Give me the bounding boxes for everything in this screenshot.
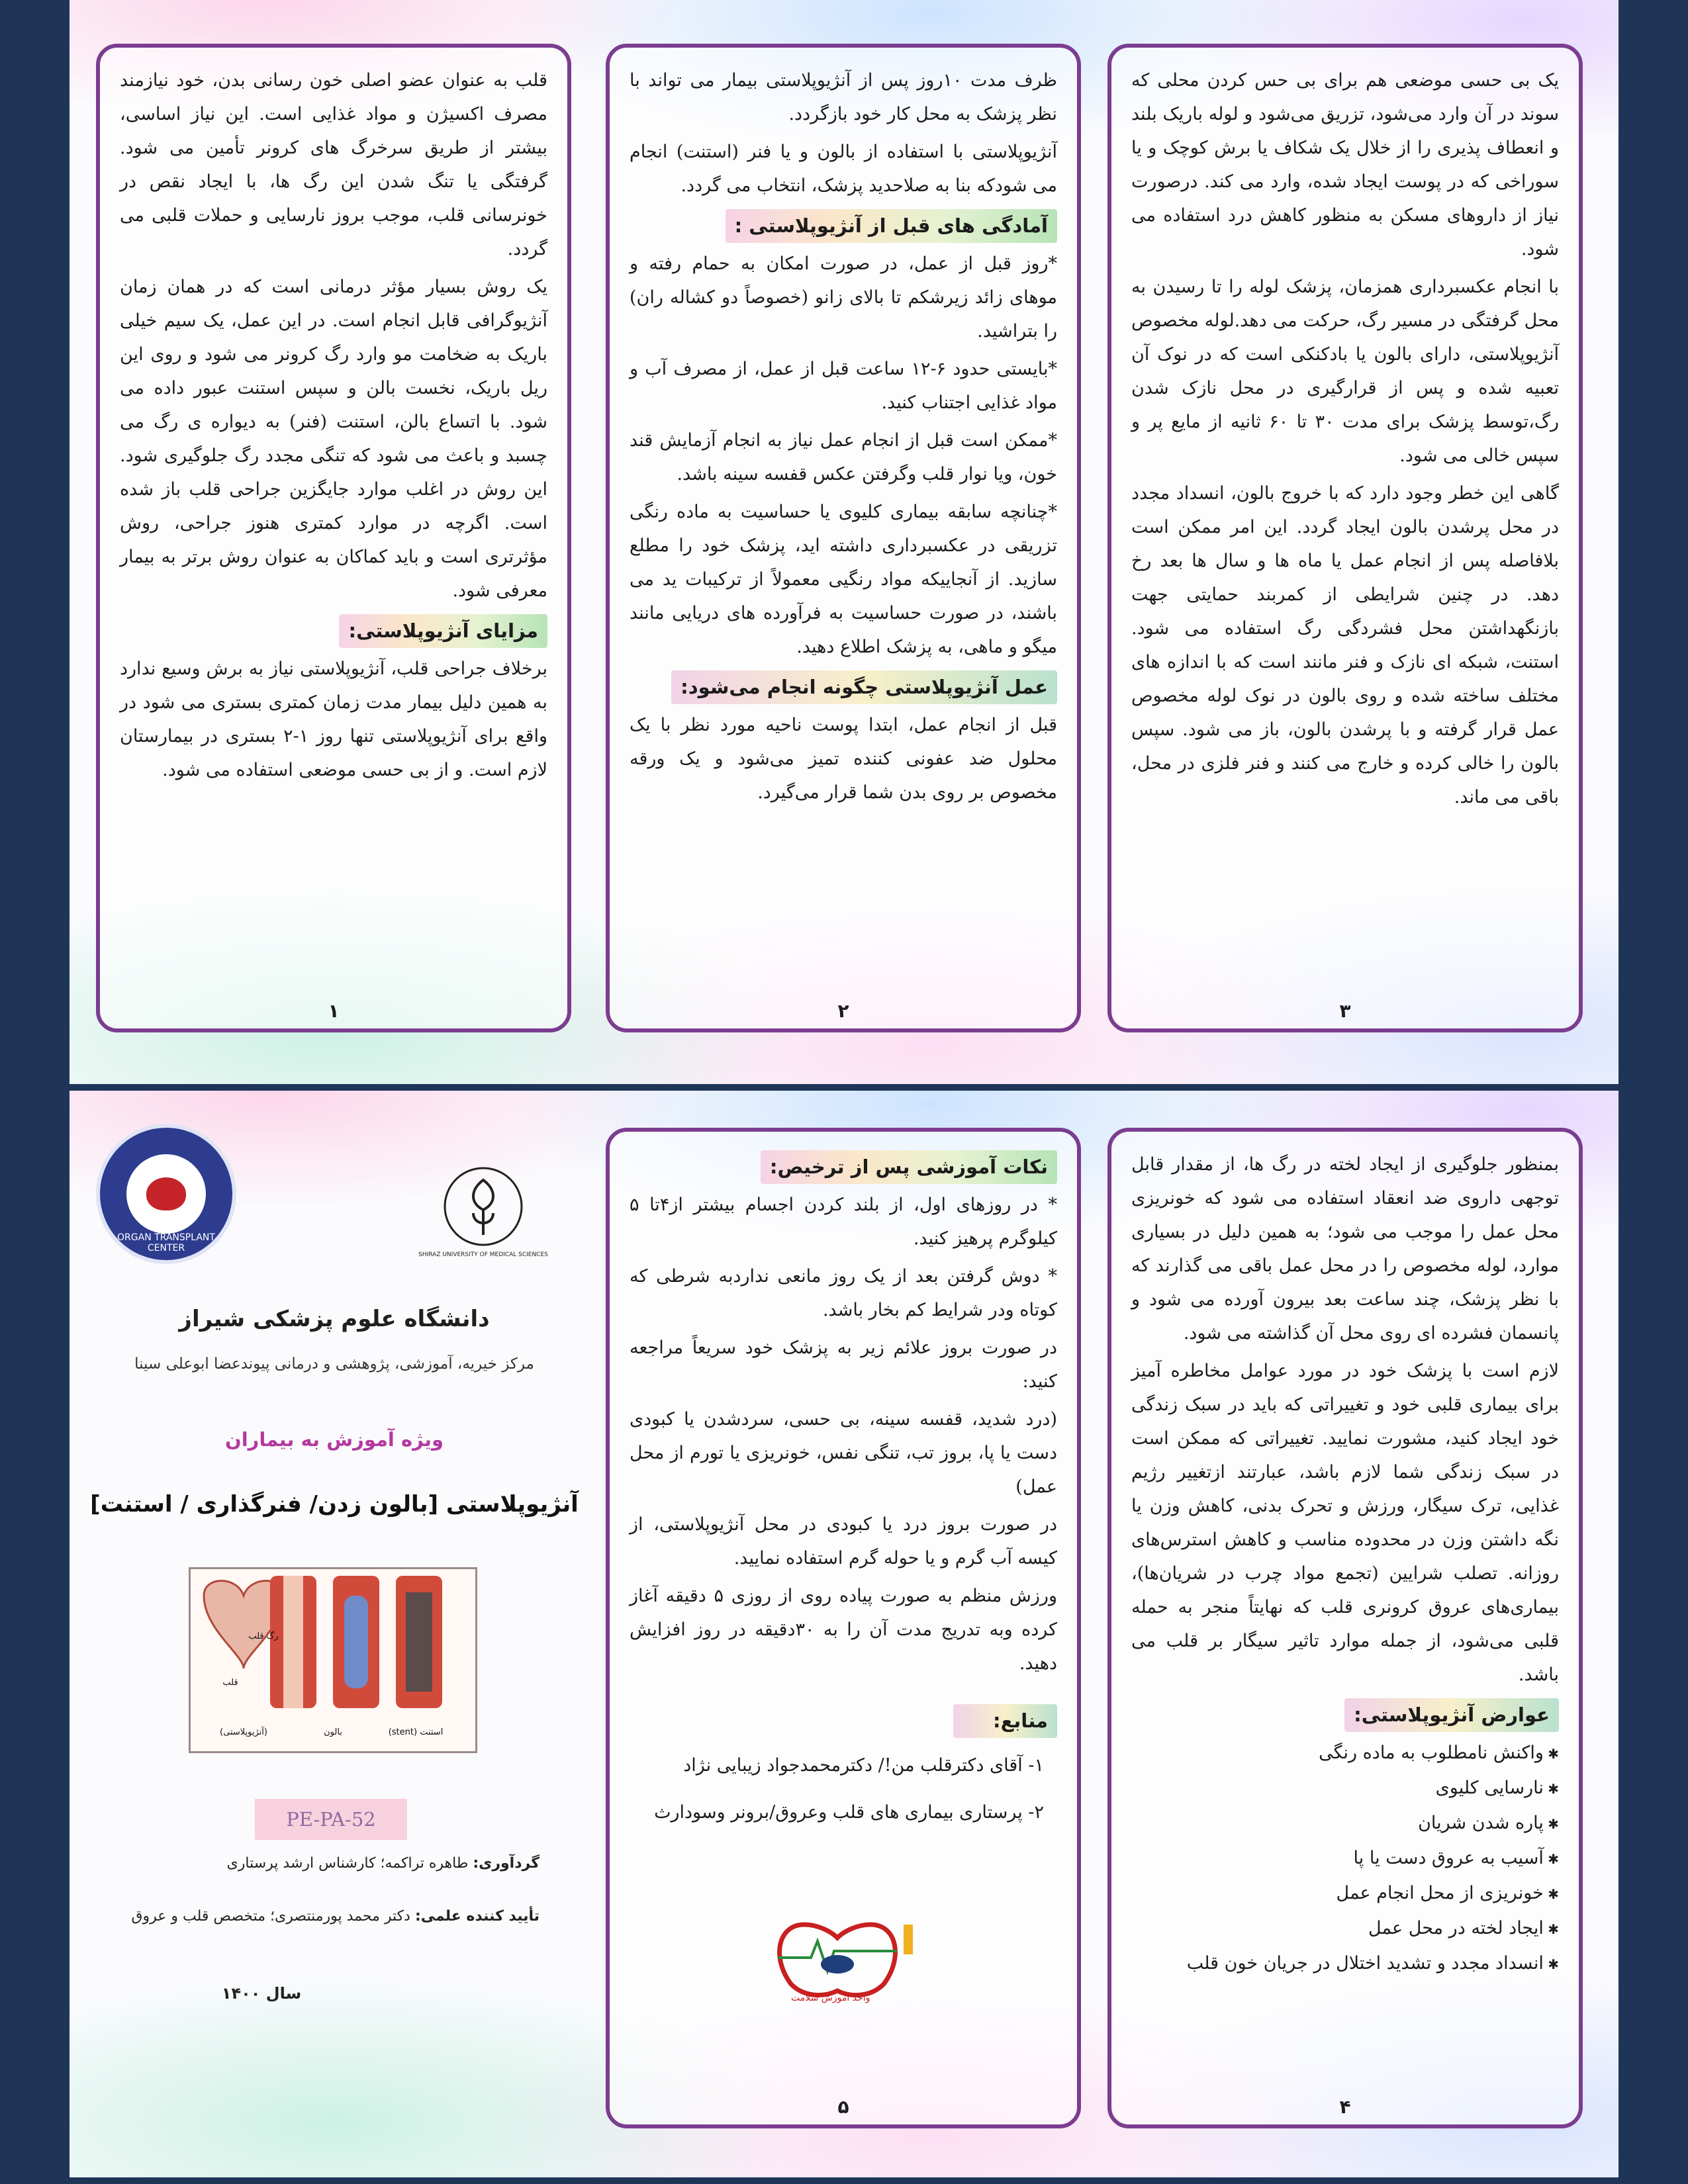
complications-heading: عوارض آنژیوپلاستی:	[1344, 1698, 1559, 1732]
compiler-name: طاهره تراکمه؛ کارشناس ارشد پرستاری	[226, 1855, 469, 1872]
advantages-heading: مزایای آنژیوپلاستی:	[339, 614, 547, 648]
university-logo-caption: SHIRAZ UNIVERSITY OF MEDICAL SCIENCES	[418, 1251, 548, 1258]
panel-1-paragraph-2: یک روش بسیار مؤثر درمانی است که در همان زمان آنژیوگرافی قابل انجام است. در این عمل، یک سیم خیلی باریک به ضخامت مو وارد رگ کرونر می شود و روی این ریل باریک، نخست بالن و سپس استنت عبور داده می شود. با اتساع بالن، استنت (فنر) به دیواره ی رگ می چسبد و باعث می شود که تنگی مجدد رگ جلوگیری شود. این روش در اغلب موارد جایگزین جراحی قلب باز شده است. اگرچه در موارد کمتری هنوز جراحی، روش مؤثرتری است و باید کماکان به عنوان روش برتر به بیمار معرفی شود.	[120, 277, 547, 601]
advantages-text: برخلاف جراحی قلب، آنژیوپلاستی نیاز به برش وسیع ندارد به همین دلیل بیمار مدت زمان کمتری بستری می شود در واقع برای آنژیوپلاستی تنها روز ۱-۲ بستری در بیمارستان لازم است. و از بی حسی موضعی استفاده می شود.	[120, 659, 547, 780]
panel-3	[1107, 44, 1583, 1032]
label-balloon: بالون	[324, 1727, 342, 1737]
discharge-item-2: * دوش گرفتن بعد از یک روز مانعی نداردبه شرطی که کوتاه ودر شرایط کم بخار باشد.	[630, 1266, 1057, 1320]
panel-2	[606, 44, 1081, 1032]
brochure-topic: آنژیوپلاستی [بالون زدن/ فنرگذاری / استنت]	[90, 1491, 579, 1518]
brochure-inside-sheet	[70, 0, 1618, 1084]
publication-year: سال ۱۴۰۰	[221, 1984, 302, 2003]
university-title: دانشگاه علوم پزشکی شیراز	[179, 1306, 490, 1332]
page-number-3: ۳	[1339, 1000, 1351, 1022]
references-list	[630, 1749, 1057, 1829]
panel-4-paragraph-2: لازم است با پزشک خود در مورد عوامل مخاطره آمیز برای بیماری قلبی خود و تغییراتی که باید در سبک زندگی خود ایجاد کنید، مشورت نمایید. تغییراتی که ممکن است در سبک زندگی شما لازم باشد، عبارتند ازتغییر رژیم غذایی، ترک سیگار، ورزش و تحرک بدنی، کاهش وزن یا نگه داشتن وزن در محدوده مناسب و کاهش استرس‌های روزانه. تصلب شرایین (تجمع مواد چرب در شریان‌ها)، بیماری‌های عروق کرونری قلب که نهایتاً منجر به حمله قلبی می‌شود، از جمله موارد تاثیر سیگار بر قلب می باشد.	[1131, 1361, 1559, 1685]
label-angioplasty: (آنژیوپلاستی)	[220, 1727, 267, 1737]
health-logo-caption: واحد آموزش سلامت	[791, 1993, 870, 2003]
discharge-tips-heading: نکات آموزشی پس از ترخیص:	[761, 1150, 1057, 1184]
panel-3-paragraph-3: گاهی این خطر وجود دارد که با خروج بالون، انسداد مجدد در محل پرشدن بالون ایجاد گردد. این امر ممکن است بلافاصله پس از انجام عمل یا ماه ها و سال ها بعد رخ دهد. در چنین شرایطی از کمربند حمایتی جهت بازنگهداشتن محل فشردگی رگ استفاده می شود. استنت، شبکه ای نازک و فنر مانند است که با اندازه های مختلف ساخته شده و روی بالون در نوک لوله مخصوص عمل قرار گرفته و با پرشدن بالون، باز می شود. سپس بالون را خالی کرده و خارج می کنند و فنر فلزی در محل، باقی می ماند.	[1131, 483, 1559, 807]
complication-item: ✱ نارسایی کلیوی	[1131, 1771, 1559, 1806]
complication-item: ✱ ایجاد لخته در محل عمل	[1131, 1911, 1559, 1946]
university-logo-icon	[418, 1163, 548, 1263]
preparation-item-2: *بایستی حدود ۶-۱۲ ساعت قبل از عمل، از مصرف آب و مواد غذایی اجتناب کنید.	[630, 359, 1057, 413]
panel-3-paragraph-1: یک بی حسی موضعی هم برای بی حس کردن محلی که سوند در آن وارد می‌شود، تزریق می‌شود و لوله باریک بلند و انعطاف پذیری را از خلال یک شکاف یا برش کوچک و یا سوراخی که در پوست ایجاد شده، وارد می کند. درصورت نیاز از داروهای مسکن به منظور کاهش درد استفاده می شود.	[1131, 70, 1559, 259]
preparation-heading: آمادگی های قبل از آنژیوپلاستی :	[726, 209, 1057, 243]
panel-4-paragraph-1: بمنظور جلوگیری از ایجاد لخته در رگ ها، از مقدار قابل توجهی داروی ضد انعقاد استفاده می شود که خونریزی محل عمل را موجب می شود؛ به همین دلیل در بسیاری موارد، لوله مخصوص را در محل عمل باقی می گذارند که با نظر پزشک، چند ساعت بعد بیرون آورده می شود و پانسمان فشرده ای روی محل آن گذاشته می شود.	[1131, 1154, 1559, 1343]
complication-item: ✱ پاره شدن شریان	[1131, 1806, 1559, 1841]
discharge-item-3: در صورت بروز علائم زیر به پزشک خود سریعاً مراجعه کنید:	[630, 1338, 1057, 1392]
logo-caption: ORGAN TRANSPLANT CENTER	[117, 1232, 215, 1253]
document-code: PE-PA-52	[255, 1799, 407, 1840]
transplant-center-logo	[96, 1124, 236, 1264]
approver-label: تأیید کننده علمی:	[414, 1908, 539, 1925]
cover-panel	[70, 1091, 599, 2177]
discharge-item-6: ورزش منظم به صورت پیاده روی از روزی ۵ دقیقه آغاز کرده وبه تدریج مدت آن را به ۳۰دقیقه در روز افزایش دهید.	[630, 1586, 1058, 1674]
reference-item: ۱- آقای دکترقلب من!/ دکترمحمدجواد زیبایی نژاد	[683, 1755, 1044, 1776]
brochure-outside-sheet	[70, 1091, 1618, 2177]
health-education-logo-icon	[765, 1905, 937, 2004]
angioplasty-illustration	[189, 1567, 477, 1753]
panel-1-paragraph-1: قلب به عنوان عضو اصلی خون رسانی بدن، خود نیازمند مصرف اکسیژن و مواد غذایی است. این نیاز اساسی، بیشتر از طریق سرخرگ های کرونر تأمین می شود. گرفتگی یا تنگ شدن این رگ ها، با ایجاد نقص در خونرسانی قلب، موجب بروز نارسایی و حملات قلبی می گردد.	[120, 70, 547, 259]
reference-item: ۲- پرستاری بیماری های قلب وعروق/برونر وسودارث	[654, 1802, 1044, 1823]
preparation-item-1: *روز قبل از عمل، در صورت امکان به حمام رفته و موهای زائد زیرشکم تا بالای زانو (خصوصاً دو کشاله ران) را بتراشید.	[630, 253, 1057, 341]
references-heading: منابع:	[953, 1704, 1057, 1738]
page-number-1: ۱	[328, 1000, 340, 1022]
label-vessel: رگ قلب	[248, 1631, 279, 1641]
approver-name: دکتر محمد پورمنتصری؛ متخصص قلب و عروق	[131, 1908, 410, 1925]
label-stent: استنت (stent)	[388, 1727, 444, 1737]
panel-2-paragraph-1: ظرف مدت ۱۰روز پس از آنژیوپلاستی بیمار می تواند با نظر پزشک به محل کار خود بازگردد.	[630, 70, 1058, 124]
page-number-4: ۴	[1339, 2096, 1351, 2118]
compiler-line	[227, 1855, 539, 1872]
complications-list	[1131, 1736, 1559, 1981]
label-heart: قلب	[222, 1678, 238, 1688]
discharge-item-1: * در روزهای اول، از بلند کردن اجسام بیشتر از۴تا ۵ کیلوگرم پرهیز کنید.	[630, 1195, 1057, 1249]
complication-item: ✱ آسیب به عروق دست یا پا	[1131, 1841, 1559, 1876]
panel-2-paragraph-2: آنژیوپلاستی با استفاده از بالون و یا فنر (استنت) انجام می شودکه بنا به صلاحدید پزشک، انتخاب می گردد.	[630, 142, 1057, 196]
complication-item: ✱ انسداد مجدد و تشدید اختلال در جریان خون قلب	[1131, 1946, 1559, 1981]
patient-education-label: ویژه آموزش به بیماران	[224, 1428, 444, 1451]
heart-icon	[146, 1177, 186, 1210]
discharge-item-5: در صورت بروز درد یا کبودی در محل آنژیوپلاستی، از کیسه آب گرم و یا حوله گرم استفاده نمایید.	[630, 1514, 1057, 1569]
compiler-label: گردآوری:	[473, 1855, 539, 1872]
procedure-text: قبل از انجام عمل، ابتدا پوست ناحیه مورد نظر با یک محلول ضد عفونی کننده تمیز می‌شود و یک ورقه مخصوص بر روی بدن شما قرار می‌گیرد.	[630, 715, 1057, 803]
discharge-item-4: (درد شدید، قفسه سینه، بی حسی، سردشدن یا کبودی دست یا پا، بروز تب، تنگی نفس، خونریزی یا تورم از محل عمل)	[630, 1409, 1057, 1497]
center-subtitle: مرکز خیریه، آموزشی، پژوهشی و درمانی پیوندعضا ابوعلی سینا	[134, 1355, 534, 1373]
panel-4	[1107, 1128, 1583, 2128]
panel-3-paragraph-2: با انجام عکسبرداری همزمان، پزشک لوله را تا رسیدن به محل گرفتگی در مسیر رگ، حرکت می دهد.لوله مخصوص آنژیوپلاستی، دارای بالون یا بادکنکی است که در نوک آن تعبیه شده و پس از قرارگیری در محل نازک شدن رگ،توسط پزشک برای مدت ۳۰ تا ۶۰ ثانیه از مایع پر و سپس خالی می شود.	[1131, 277, 1560, 466]
preparation-item-3: *ممکن است قبل از انجام عمل نیاز به انجام آزمایش قند خون، ویا نوار قلب وگرفتن عکس قفسه سینه باشد.	[630, 430, 1057, 484]
procedure-heading: عمل آنژیوپلاستی چگونه انجام می‌شود:	[671, 670, 1057, 704]
preparation-item-4: *چنانچه سابقه بیماری کلیوی یا حساسیت به ماده رنگی تزریقی در عکسبرداری داشته اید، پزشک خود را مطلع سازید. از آنجاییکه مواد رنگیی معمولاً از ترکیبات ید می باشند، در صورت حساسیت به فرآورده های دریایی مانند میگو و ماهی، به پزشک اطلاع دهید.	[630, 502, 1057, 657]
complication-item: ✱ خونریزی از محل انجام عمل	[1131, 1876, 1559, 1911]
panel-1	[96, 44, 571, 1032]
approver-line	[131, 1908, 539, 1925]
complication-item: ✱ واکنش نامطلوب به ماده رنگی	[1131, 1736, 1559, 1771]
page-number-2: ۲	[837, 1000, 849, 1022]
page-number-5: ۵	[837, 2096, 849, 2118]
